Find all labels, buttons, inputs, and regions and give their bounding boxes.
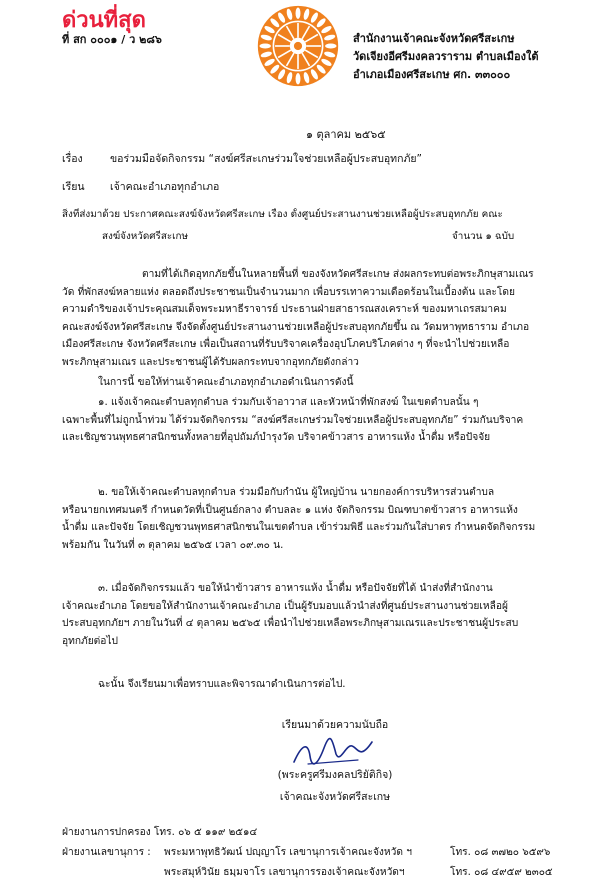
enclosure-line-2: สงฆ์จังหวัดศรีสะเกษ [102,231,189,242]
footer-secretary-2-phone: โทร. ๐๘ ๔๙๕๙ ๒๓๐๕ [450,867,553,878]
item-2-paragraph [62,484,567,554]
signatory-position: เจ้าคณะจังหวัดศรีสะเกษ [279,791,391,803]
intro-line: คณะสงฆ์จังหวัดศรีสะเกษ จึงจัดตั้งศูนย์ประสานงานช่วยเหลือผู้ประสบอุทกภัยขึ้น ณ วัดมหาพุทธาราม อำเภอ [62,321,530,333]
emblem-petal [259,44,270,49]
office-temple: วัดเจียงอีศรีมงคลวราราม ตำบลเมืองใต้ [353,49,539,63]
emblem-petal [296,7,301,18]
emblem-petal [296,73,301,84]
item-3-line: ประสบอุทกภัยฯ ภายในวันที่ ๔ ตุลาคม ๒๕๖๕ เพื่อนำไปช่วยเหลือพระภิกษุสามเณรและประชาชนผู้ประสบ [62,618,519,630]
closing-line: ฉะนั้น จึงเรียนมาเพื่อทราบและพิจารณาดำเนินการต่อไป. [98,679,346,690]
item-1-paragraph [62,394,567,447]
subject-row [62,152,422,166]
footer-secretary-1-phone: โทร. ๐๘ ๓๗๒๐ ๖๕๙๖ [450,847,551,858]
document-date: ๑ ตุลาคม ๒๕๖๕ [306,128,386,141]
handwritten-signature [288,734,378,770]
subject-label: เรื่อง [62,153,83,165]
recipient-label: เรียน [62,181,85,193]
footer-secretary-2: พระสมุห์วินัย ธมฺมจาโร เลขานุการรองเจ้าคณะจังหวัดฯ [164,867,405,878]
intro-line: เมืองศรีสะเกษ จังหวัดศรีสะเกษ เพื่อเป็นสถานที่รับบริจาคเครื่องอุปโภคบริโภคต่าง ๆ ที่จะนำไปช่วยเหลือ [62,339,510,351]
footer-secretary-1: พระมหาพุทธิวัฒน์ ปญฺญาโร เลขานุการเจ้าคณะจังหวัด ฯ [164,847,412,858]
enclosure-quantity: จำนวน ๑ ฉบับ [452,231,515,242]
footer-secretary-label: ฝ่ายงานเลขานุการ : [62,847,151,858]
enclosure-line-1: สิ่งที่ส่งมาด้วย ประกาศคณะสงฆ์จังหวัดศรีสะเกษ เรื่อง ตั้งศูนย์ประสานงานช่วยเหลือผู้ประสบอุทกภัย คณะ [62,209,503,220]
item-3-line: อุทกภัยต่อไป [62,635,119,647]
footer-admin-contact: ฝ่ายงานการปกครอง โทร. ๐๖ ๕ ๑๑๙ ๒๕๑๔ [62,827,258,838]
office-address [353,30,539,83]
item-1-line: เฉพาะพื้นที่ไม่ถูกน้ำท่วม ได้ร่วมจัดกิจกรรม “สงฆ์ศรีสะเกษร่วมใจช่วยเหลือผู้ประสบอุทกภัย” ร่วมกันบริจาค [62,414,524,426]
item-1-line: ๑. แจ้งเจ้าคณะตำบลทุกตำบล ร่วมกับเจ้าอาวาส และหัวหน้าที่พักสงฆ์ ในเขตตำบลนั้น ๆ [98,397,479,408]
signatory-name: (พระครูศรีมงคลปริยัติกิจ) [277,769,393,781]
item-2-line: พร้อมกัน ในวันที่ ๓ ตุลาคม ๒๕๖๕ เวลา ๐๙.๓๐ น. [62,539,284,551]
item-1-line: และเชิญชวนพุทธศาสนิกชนทั้งหลายที่อุปถัมภ์บำรุงวัด บริจาคข้าวสาร อาหารแห้ง น้ำดื่ม หรือปัจจัย [62,432,491,444]
intro-line: พระภิกษุสามเณร และประชาชนผู้ได้รับผลกระทบจากอุทกภัยดังกล่าว [62,356,359,368]
emblem-petal [325,44,336,49]
office-name: สำนักงานเจ้าคณะจังหวัดศรีสะเกษ [353,32,515,45]
recipient-text: เจ้าคณะอำเภอทุกอำเภอ [110,181,220,193]
item-2-line: หรือนายกเทศมนตรี กำหนดวัดที่เป็นศูนย์กลาง ตำบลละ ๑ แห่ง จัดกิจกรรม บิณฑบาตข้าวสาร อาหารแห้ง [62,504,518,516]
item-3-line: เจ้าคณะอำเภอ โดยขอให้สำนักงานเจ้าคณะอำเภอ เป็นผู้รับมอบแล้วนำส่งที่ศูนย์ประสานงานช่วยเหลือผู้ [62,600,508,612]
intro-line: ความดำริของเจ้าประคุณสมเด็จพระมหาธีราจารย์ ประธานฝ่ายสาธารณสงเคราะห์ ของมหาเถรสมาคม [62,304,507,316]
intro-paragraph [62,266,567,371]
item-3-line: ๓. เมื่อจัดกิจกรรมแล้ว ขอให้นำข้าวสาร อาหารแห้ง น้ำดื่ม หรือปัจจัยที่ได้ นำส่งที่สำนักงาน [98,583,493,594]
intro-line: วัด ที่พักสงฆ์หลายแห่ง ตลอดถึงประชาชนเป็นจำนวนมาก เพื่อบรรเทาความเดือดร้อนในเบื้องต้น และโดย [62,286,515,298]
document-number: ที่ สก ๐๐๐๑ / ว ๒๘๖ [62,33,162,46]
request-line: ในการนี้ ขอให้ท่านเจ้าคณะอำเภอทุกอำเภอดำเนินการดังนี้ [98,377,354,388]
subject-text: ขอร่วมมือจัดกิจกรรม “สงฆ์ศรีสะเกษร่วมใจช่วยเหลือผู้ประสบอุทกภัย” [110,153,422,165]
signature-salutation: เรียนมาด้วยความนับถือ [281,719,389,731]
item-3-paragraph [62,580,567,650]
recipient-row [62,180,219,194]
intro-line: ตามที่ได้เกิดอุทกภัยขึ้นในหลายพื้นที่ ของจังหวัดศรีสะเกษ ส่งผลกระทบต่อพระภิกษุสามเณร [142,269,534,280]
item-2-line: ๒. ขอให้เจ้าคณะตำบลทุกตำบล ร่วมมือกับกำนัน ผู้ใหญ่บ้าน นายกองค์การบริหารส่วนตำบล [98,487,495,498]
dharma-wheel-emblem [257,5,339,87]
item-2-line: น้ำดื่ม และปัจจัย โดยเชิญชวนพุทธศาสนิกชนในเขตตำบล เข้าร่วมพิธี และร่วมกันใส่บาตร กำหนดจัดกิจกรรม [62,522,536,534]
urgency-stamp: ด่วนที่สุด [62,8,146,33]
office-district: อำเภอเมืองศรีสะเกษ ศก. ๓๓๐๐๐ [353,67,511,81]
